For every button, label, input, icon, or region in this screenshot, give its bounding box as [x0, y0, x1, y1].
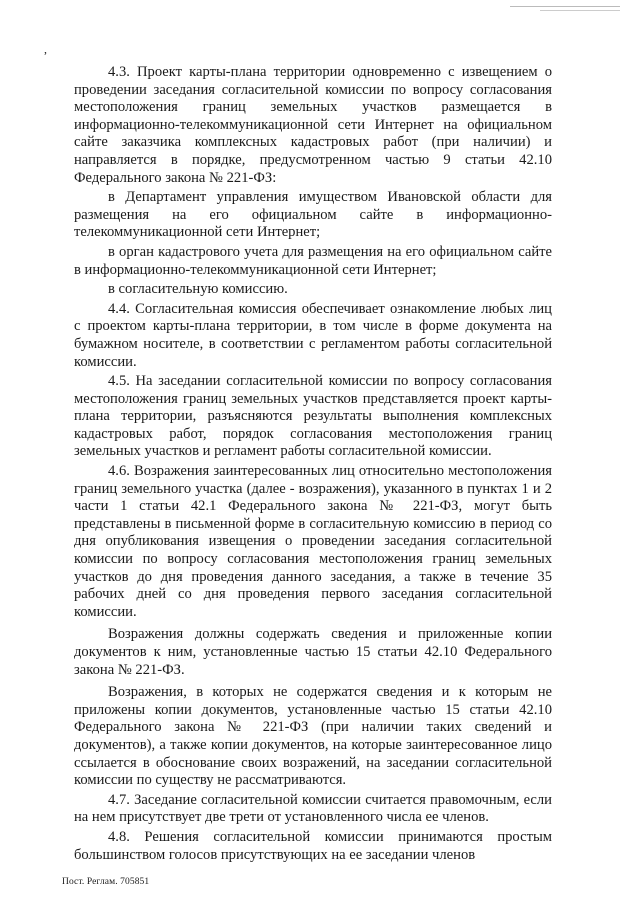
scan-edge-mark [540, 10, 620, 11]
page-footer: Пост. Реглам. 705851 [62, 877, 150, 887]
paragraph-recipient-cadastre: в орган кадастрового учета для размещения на его официальном сайте в информационно-телекоммуникационной сети Интернет; [74, 243, 552, 278]
scan-edge-mark [510, 6, 620, 7]
paragraph-4-4: 4.4. Согласительная комиссия обеспечивает ознакомление любых лиц с проектом карты-плана территории, в том числе в форме документа на бумажном носителе, в соответствии с регламентом работы согласительной комиссии. [74, 300, 552, 370]
scan-speck: , [44, 42, 47, 56]
paragraph-4-5: 4.5. На заседании согласительной комиссии по вопросу согласования местоположения границ земельных участков представляется проект карты-плана территории, разъясняются результаты выполнения комплексных кадастровых работ, порядок согласования местоположения границ земельных участков и регламент работы согласительной комиссии. [74, 373, 552, 460]
paragraph-objections-rejected: Возражения, в которых не содержатся сведения и к которым не приложены копии документов, установленные частью 15 статьи 42.10 Федерального закона № 221-ФЗ (при наличии таких сведений и документов), а также копии документов, на которые заинтересованное лицо ссылается в обоснование своих возражений, на заседании согласительной комиссии по существу не рассматриваются. [74, 684, 552, 789]
paragraph-4-7: 4.7. Заседание согласительной комиссии считается правомочным, если на нем присутствует две трети от установленного числа ее членов. [74, 791, 552, 826]
paragraph-4-8: 4.8. Решения согласительной комиссии принимаются простым большинством голосов присутствующих на ее заседании членов [74, 828, 552, 863]
paragraph-objections-content: Возражения должны содержать сведения и приложенные копии документов к ним, установленные частью 15 статьи 42.10 Федерального закона № 221-ФЗ. [74, 626, 552, 678]
paragraph-recipient-department: в Департамент управления имуществом Ивановской области для размещения на его официальном сайте в информационно-телекоммуникационной сети Интернет; [74, 189, 552, 241]
paragraph-4-3: 4.3. Проект карты-плана территории одновременно с извещением о проведении заседания согласительной комиссии по вопросу согласования местоположения границ земельных участков размещается в информационно-телекоммуникационной сети Интернет на официальном сайте заказчика комплексных кадастровых работ (при наличии) и направляется в порядке, предусмотренном частью 9 статьи 42.10 Федерального закона № 221-ФЗ: [74, 64, 552, 186]
document-body [74, 64, 552, 866]
paragraph-recipient-commission: в согласительную комиссию. [108, 281, 288, 298]
paragraph-4-6: 4.6. Возражения заинтересованных лиц относительно местоположения границ земельного участка (далее - возражения), указанного в пунктах 1 и 2 части 1 статьи 42.1 Федерального закона № 221-ФЗ, могут быть представлены в письменной форме в согласительную комиссию в период со дня опубликования извещения о проведении заседания согласительной комиссии по вопросу согласования местоположения границ земельных участков до дня проведения данного заседания, а также в течение 35 рабочих дней со дня проведения первого заседания согласительной комиссии. [74, 463, 552, 620]
